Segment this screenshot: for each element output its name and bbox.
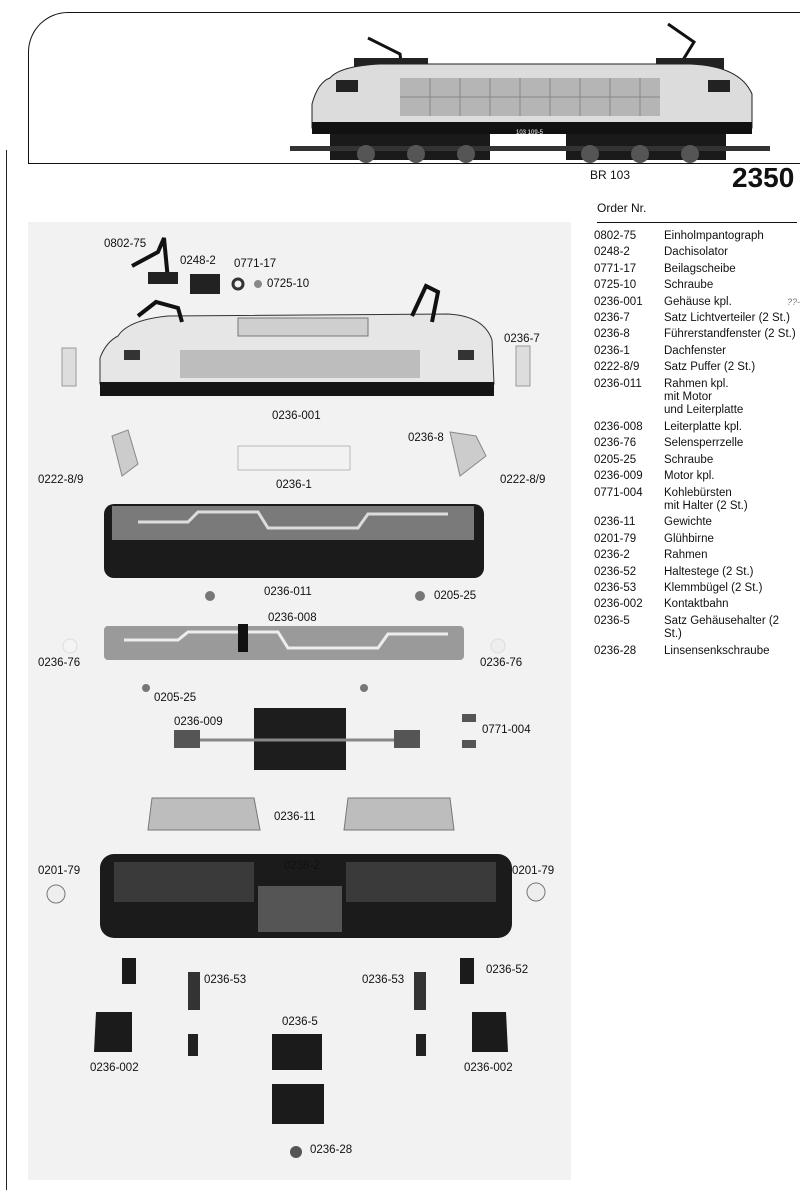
label-buffers-left: 0222-8/9 xyxy=(38,474,84,486)
label-selenium-right: 0236-76 xyxy=(480,657,523,669)
parts-list-row xyxy=(594,615,800,642)
parts-list xyxy=(594,230,800,661)
parts-list-row xyxy=(594,549,800,562)
label-screw-frame: 0205-25 xyxy=(434,590,477,602)
clip-right-lower xyxy=(416,1034,426,1056)
parts-list-row xyxy=(594,361,800,374)
label-clip-left: 0236-53 xyxy=(204,974,247,986)
label-chassis: 0236-2 xyxy=(284,860,320,872)
part-description: Glühbirne xyxy=(664,532,714,545)
parts-list-row xyxy=(594,470,800,483)
label-washer: 0771-17 xyxy=(234,258,277,270)
part-description: Rahmen xyxy=(664,549,708,562)
label-housing: 0236-001 xyxy=(272,410,321,422)
part-description: Satz Gehäusehalter (2 St.) xyxy=(664,614,780,641)
part-number: 0236-002 xyxy=(594,598,643,611)
part-description: Einholmpantograph xyxy=(664,230,764,242)
part-number: 0236-76 xyxy=(594,437,637,450)
clip-left-lower xyxy=(188,1034,198,1056)
label-screw-top: 0725-10 xyxy=(267,278,310,290)
loco-number: 103 109-5 xyxy=(516,130,544,136)
label-screw-pcb: 0205-25 xyxy=(154,692,197,704)
frame-part xyxy=(104,504,484,578)
lens-screw-part xyxy=(290,1146,302,1158)
parts-list-row xyxy=(594,296,800,309)
light-guide-left xyxy=(62,348,76,386)
part-number: 0236-011 xyxy=(594,377,642,390)
part-number: 0236-7 xyxy=(594,312,630,325)
selenium-left-part xyxy=(63,639,77,653)
top-screw-part xyxy=(254,280,262,288)
parts-list-row xyxy=(594,516,800,529)
label-pcb: 0236-008 xyxy=(268,612,317,624)
part-number: 0205-25 xyxy=(594,453,637,466)
part-description: Satz Puffer (2 St.) xyxy=(664,361,756,374)
housing-holder-upper xyxy=(272,1034,322,1070)
label-housing-holder: 0236-5 xyxy=(282,1016,318,1028)
bulb-right xyxy=(527,883,545,901)
part-description: Beilagscheibe xyxy=(664,262,736,275)
part-number: 0236-5 xyxy=(594,614,630,627)
part-description: Führerstandfenster (2 St.) xyxy=(664,328,796,341)
pcb-part xyxy=(104,624,464,660)
parts-list-row xyxy=(594,230,800,243)
label-bulb-right: 0201-79 xyxy=(512,865,555,877)
part-description: Selensperrzelle xyxy=(664,437,744,450)
label-bar: 0236-52 xyxy=(486,964,529,976)
part-description: Kontaktbahn xyxy=(664,598,729,611)
washer-part xyxy=(233,279,243,289)
label-clip-right: 0236-53 xyxy=(362,974,405,986)
part-number: 0802-75 xyxy=(594,230,637,242)
light-guide-right xyxy=(516,346,530,386)
parts-list-row xyxy=(594,645,800,658)
label-insulator: 0248-2 xyxy=(180,255,216,267)
parts-list-row xyxy=(594,246,800,259)
label-pantograph: 0802-75 xyxy=(104,238,147,250)
label-light-guide: 0236-7 xyxy=(504,333,540,345)
parts-list-row xyxy=(594,437,800,450)
label-buffers-right: 0222-8/9 xyxy=(500,474,546,486)
locomotive-photo xyxy=(290,18,790,166)
label-motor: 0236-009 xyxy=(174,716,223,728)
parts-list-row xyxy=(594,582,800,595)
parts-list-row xyxy=(594,533,800,546)
clip-left-part xyxy=(188,972,200,1010)
part-description: Haltestege (2 St.) xyxy=(664,565,754,578)
part-number: 0236-8 xyxy=(594,328,630,341)
parts-list-row xyxy=(594,598,800,611)
part-description: Gewichte xyxy=(664,516,712,529)
model-name: BR 103 xyxy=(590,168,631,182)
insulator-part xyxy=(190,274,220,294)
part-description: Kohlebürsten mit Halter (2 St.) xyxy=(664,486,748,512)
contact-left-part xyxy=(94,1012,132,1052)
contact-right-part xyxy=(472,1012,508,1052)
housing-holder-lower xyxy=(272,1084,324,1124)
cab-window-left xyxy=(112,430,138,476)
part-description: Dachfenster xyxy=(664,344,727,357)
label-roof-window: 0236-1 xyxy=(276,479,312,491)
part-number: 0248-2 xyxy=(594,246,630,259)
part-number: 0222-8/9 xyxy=(594,361,640,374)
part-description: Gehäuse kpl. xyxy=(664,295,732,308)
bar-left xyxy=(122,958,136,984)
parts-list-row xyxy=(594,566,800,579)
roof-window-part xyxy=(238,446,350,470)
part-number: 0236-1 xyxy=(594,344,630,357)
cab-window-right xyxy=(450,432,486,476)
screw-frame-left xyxy=(205,591,215,601)
part-description: Linsensenkschraube xyxy=(664,644,770,657)
screw-frame-right xyxy=(415,591,425,601)
clip-right-part xyxy=(414,972,426,1010)
part-description: Schraube xyxy=(664,279,714,292)
parts-list-row xyxy=(594,328,800,341)
article-number: 2350 xyxy=(732,162,795,193)
weight-left xyxy=(148,798,260,830)
parts-list-row xyxy=(594,421,800,434)
label-contact-left: 0236-002 xyxy=(90,1062,139,1074)
bar-right xyxy=(460,958,474,984)
label-selenium-left: 0236-76 xyxy=(38,657,81,669)
parts-list-row xyxy=(594,378,800,418)
part-number: 0236-28 xyxy=(594,644,637,657)
label-contact-right: 0236-002 xyxy=(464,1062,513,1074)
part-description: Rahmen kpl. mit Motor und Leiterplatte xyxy=(664,377,744,417)
handwritten-note: ??- xyxy=(786,296,800,307)
heading-rule xyxy=(597,222,797,223)
screw-pcb-right xyxy=(360,684,368,692)
left-margin-rule xyxy=(6,150,7,1190)
part-number: 0771-17 xyxy=(594,262,637,275)
label-lens-screw: 0236-28 xyxy=(310,1144,353,1156)
bulb-left xyxy=(47,885,65,903)
part-number: 0771-004 xyxy=(594,486,643,499)
label-weights: 0236-11 xyxy=(274,811,316,823)
brushes-part xyxy=(462,714,476,748)
part-number: 0725-10 xyxy=(594,279,637,292)
part-description: Leiterplatte kpl. xyxy=(664,420,742,433)
part-number: 0236-008 xyxy=(594,420,643,433)
part-number: 0201-79 xyxy=(594,532,637,545)
parts-list-row xyxy=(594,279,800,292)
part-number: 0236-52 xyxy=(594,565,637,578)
parts-list-row xyxy=(594,312,800,325)
part-description: Klemmbügel (2 St.) xyxy=(664,581,763,594)
part-number: 0236-11 xyxy=(594,516,636,529)
parts-list-row xyxy=(594,487,800,514)
part-number: 0236-009 xyxy=(594,470,643,483)
part-description: Satz Lichtverteiler (2 St.) xyxy=(664,312,790,325)
screw-pcb-left xyxy=(142,684,150,692)
housing-part xyxy=(100,286,494,396)
part-number: 0236-001 xyxy=(594,295,643,308)
part-description: Dachisolator xyxy=(664,246,728,259)
part-number: 0236-2 xyxy=(594,549,630,562)
parts-list-row xyxy=(594,345,800,358)
label-brushes: 0771-004 xyxy=(482,724,531,736)
label-bulb-left: 0201-79 xyxy=(38,865,81,877)
label-cab-window: 0236-8 xyxy=(408,432,444,444)
part-description: Schraube xyxy=(664,453,714,466)
parts-list-heading: Order Nr. xyxy=(597,201,647,215)
weight-right xyxy=(344,798,454,830)
part-number: 0236-53 xyxy=(594,581,637,594)
exploded-view-drawing xyxy=(28,222,571,1180)
label-frame: 0236-011 xyxy=(264,586,312,598)
part-description: Motor kpl. xyxy=(664,470,715,483)
parts-list-row xyxy=(594,454,800,467)
parts-list-row xyxy=(594,263,800,276)
selenium-right-part xyxy=(491,639,505,653)
